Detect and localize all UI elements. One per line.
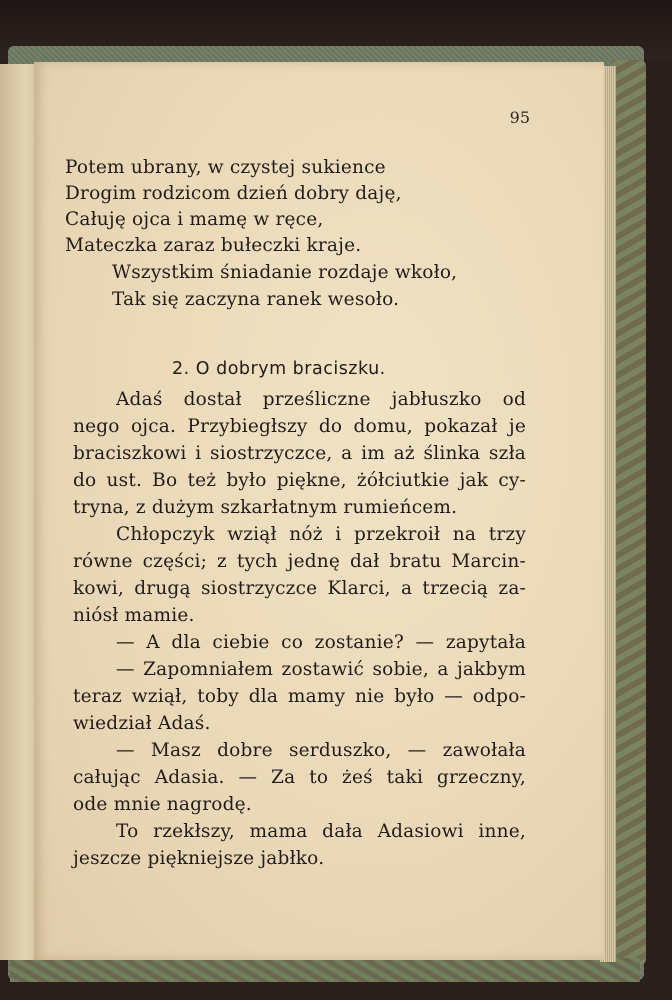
story-line: Chłopczyk wziął nóż i przekroił na trzy [116,524,526,545]
story-line: jeszcze piękniejsze jabłko. [73,848,325,869]
story-line: ode mnie nagrodę. [73,794,252,815]
story-line: Adaś dostał prześliczne jabłuszko od [116,389,526,410]
left-page-edge [0,64,36,960]
poem-line: Potem ubrany, w czystej sukience [65,157,386,178]
poem-line: Drogim rodzicom dzień dobry daję, [65,183,402,204]
section-heading: 2. O dobrym braciszku. [172,359,386,379]
story-line: całując Adasia. — Za to żeś taki grzeczny, [73,767,526,788]
poem-line: Tak się zaczyna ranek wesoło. [112,289,400,310]
story-line: — Zapomniałem zostawić sobie, a jakbym [116,659,526,680]
story-line: kowi, drugą siostrzyczce Klarci, a trzecią za- [73,578,526,599]
page-number: 95 [509,108,530,127]
story-line: wiedział Adaś. [73,713,211,734]
poem-line: Całuję ojca i mamę w ręce, [65,209,324,230]
book-cover-bottom [10,958,640,982]
story-line: teraz wziął, toby dla mamy nie było — odpo- [73,686,526,707]
story-line: do ust. Bo też było piękne, żółciutkie jak cy- [73,470,526,491]
story-line: tryna, z dużym szkarłatnym rumieńcem. [73,497,458,518]
story-line: — Masz dobre serduszko, — zawołała [116,740,526,761]
story-line: niósł mamie. [73,605,195,626]
story-line: nego ojca. Przybiegłszy do domu, pokazał je [73,416,526,437]
story-line: równe części; z tych jednę dał bratu Marcin- [73,551,526,572]
story-line: braciszkowi i siostrzyczce, a im aż ślinka szła [73,443,526,464]
book-cover-edge [612,60,646,965]
story-line: To rzekłszy, mama dała Adasiowi inne, [116,821,526,842]
poem-line: Wszystkim śniadanie rozdaje wkoło, [112,262,458,283]
poem-line: Mateczka zaraz bułeczki kraje. [65,235,362,256]
story-line: — A dla ciebie co zostanie? — zapytała [116,632,526,653]
